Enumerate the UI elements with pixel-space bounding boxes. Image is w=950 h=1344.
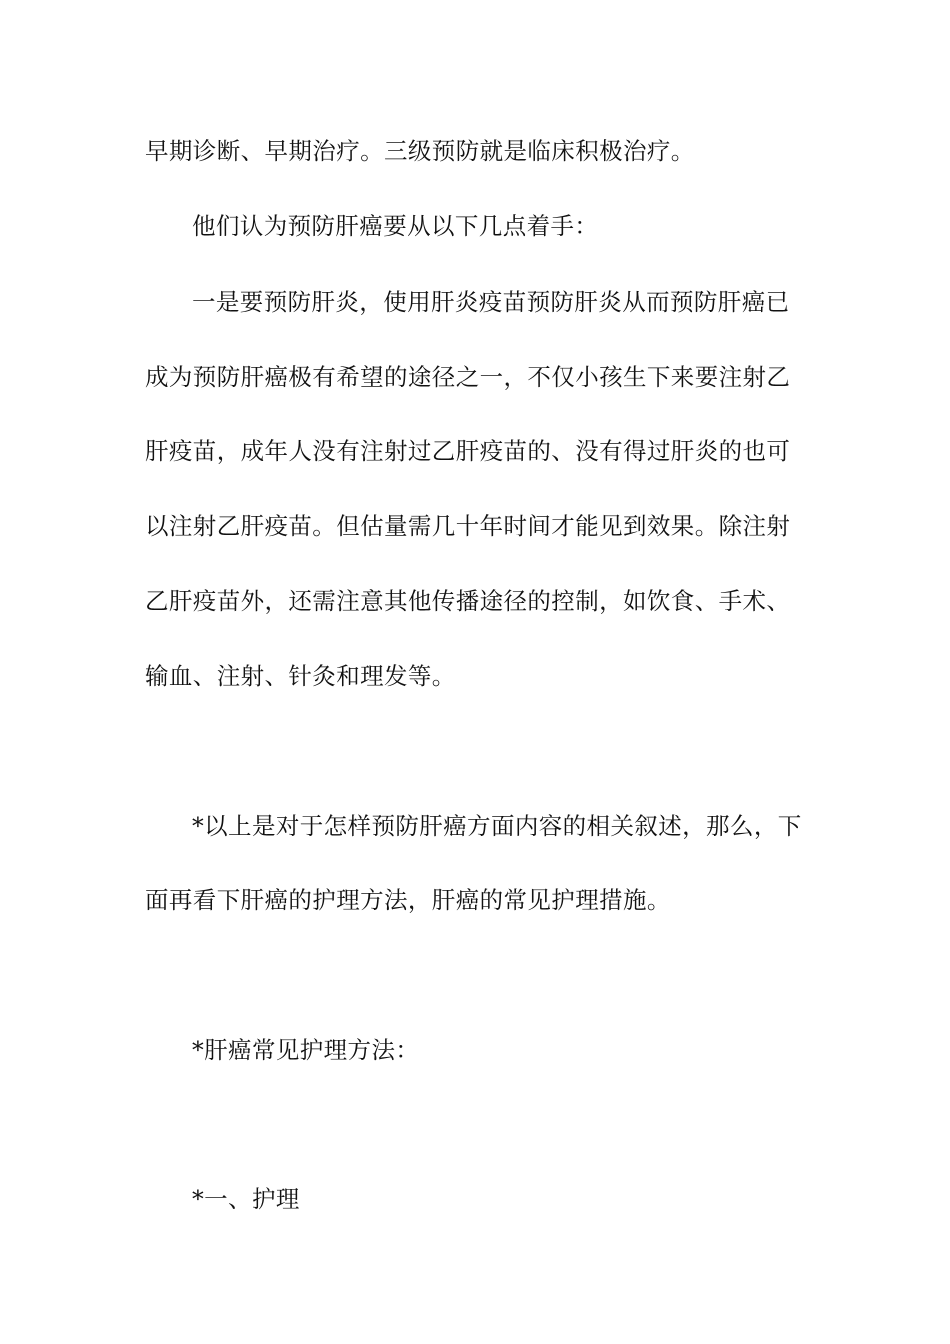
- paragraph-line: 一是要预防肝炎，使用肝炎疫苗预防肝炎从而预防肝癌已: [192, 288, 790, 316]
- paragraph-line: 肝疫苗，成年人没有注射过乙肝疫苗的、没有得过肝炎的也可: [145, 437, 791, 465]
- subsection-heading: *一、护理: [192, 1185, 300, 1213]
- section-heading: *肝癌常见护理方法：: [192, 1036, 420, 1064]
- paragraph-line: 成为预防肝癌极有希望的途径之一，不仅小孩生下来要注射乙: [145, 363, 791, 391]
- paragraph-line: *以上是对于怎样预防肝癌方面内容的相关叙述，那么，下: [192, 812, 802, 840]
- paragraph-line: 早期诊断、早期治疗。三级预防就是临床积极治疗。: [145, 137, 695, 165]
- paragraph-line: 面再看下肝癌的护理方法，肝癌的常见护理措施。: [145, 886, 671, 914]
- paragraph-line: 他们认为预防肝癌要从以下几点着手：: [192, 212, 599, 240]
- paragraph-line: 输血、注射、针灸和理发等。: [145, 662, 456, 690]
- paragraph-line: 以注射乙肝疫苗。但估量需几十年时间才能见到效果。除注射: [145, 512, 791, 540]
- paragraph-line: 乙肝疫苗外，还需注意其他传播途径的控制，如饮食、手术、: [145, 587, 791, 615]
